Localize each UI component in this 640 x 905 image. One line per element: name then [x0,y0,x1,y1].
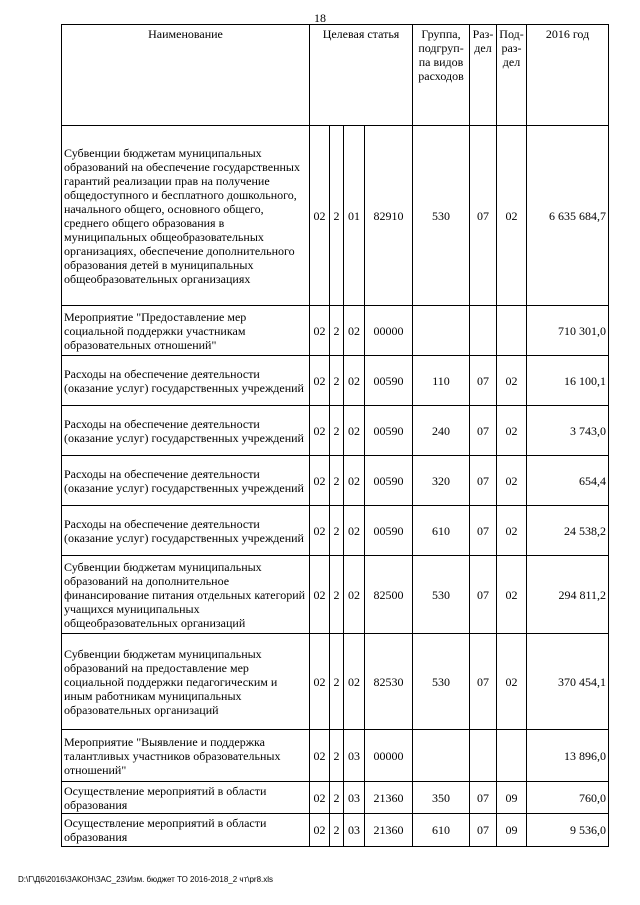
row-target-event: 02 [344,456,365,506]
table-row [62,306,609,356]
table-row [62,782,609,814]
row-target-event: 03 [344,782,365,814]
row-section [470,306,497,356]
row-target-program: 02 [310,306,330,356]
row-target-subprogram: 2 [330,634,344,730]
row-target-direction: 00590 [365,506,413,556]
row-subsection: 02 [497,406,527,456]
row-amount: 13 896,0 [527,730,609,782]
row-target-direction: 82910 [365,126,413,306]
row-target-program: 02 [310,556,330,634]
row-target-subprogram: 2 [330,306,344,356]
row-subsection: 02 [497,556,527,634]
row-name: Расходы на обеспечение деятельности (оказание услуг) государственных учреждений [62,356,310,406]
row-target-subprogram: 2 [330,730,344,782]
row-expense-group: 610 [413,506,470,556]
row-target-event: 02 [344,506,365,556]
row-target-event: 02 [344,356,365,406]
header-expense-group: Группа, подгруп- па видов расходов [413,25,470,126]
row-amount: 6 635 684,7 [527,126,609,306]
row-section: 07 [470,126,497,306]
row-subsection: 02 [497,506,527,556]
row-target-program: 02 [310,456,330,506]
table-row [62,456,609,506]
table-body [62,126,609,847]
row-expense-group: 240 [413,406,470,456]
header-subsection: Под- раз- дел [497,25,527,126]
table-row [62,506,609,556]
row-target-subprogram: 2 [330,556,344,634]
row-expense-group: 320 [413,456,470,506]
table-row [62,730,609,782]
row-target-direction: 00000 [365,730,413,782]
header-row [62,25,609,126]
row-target-subprogram: 2 [330,506,344,556]
row-section: 07 [470,356,497,406]
row-target-subprogram: 2 [330,456,344,506]
row-target-program: 02 [310,506,330,556]
row-subsection: 02 [497,634,527,730]
row-subsection [497,306,527,356]
row-expense-group: 610 [413,814,470,847]
row-subsection: 09 [497,814,527,847]
table-row [62,126,609,306]
header-name: Наименование [62,25,310,126]
row-name: Мероприятие "Предоставление мер социальной поддержки участникам образовательных отношений" [62,306,310,356]
row-target-direction: 00590 [365,406,413,456]
row-expense-group: 530 [413,634,470,730]
row-name: Расходы на обеспечение деятельности (оказание услуг) государственных учреждений [62,406,310,456]
row-section [470,730,497,782]
row-target-direction: 82530 [365,634,413,730]
row-name: Расходы на обеспечение деятельности (оказание услуг) государственных учреждений [62,456,310,506]
row-target-program: 02 [310,782,330,814]
row-amount: 3 743,0 [527,406,609,456]
budget-table [61,24,609,847]
row-name: Расходы на обеспечение деятельности (оказание услуг) государственных учреждений [62,506,310,556]
row-target-event: 03 [344,814,365,847]
row-target-program: 02 [310,126,330,306]
row-target-direction: 00590 [365,356,413,406]
row-target-direction: 21360 [365,782,413,814]
row-expense-group [413,730,470,782]
row-expense-group: 350 [413,782,470,814]
row-amount: 294 811,2 [527,556,609,634]
row-subsection: 02 [497,456,527,506]
row-name: Субвенции бюджетам муниципальных образований на обеспечение государственных гарантий реализации прав на получение общедоступного и бесплатного дошкольного, начального общего, основного общего, среднего общего образования в муниципальных общеобразовательных организациях, обеспечение дополнительного образования детей в муниципальных общеобразовательных организациях [62,126,310,306]
row-expense-group: 110 [413,356,470,406]
row-section: 07 [470,406,497,456]
row-target-event: 02 [344,306,365,356]
row-section: 07 [470,506,497,556]
row-name: Осуществление мероприятий в области образования [62,814,310,847]
table-row [62,356,609,406]
row-target-direction: 21360 [365,814,413,847]
row-target-program: 02 [310,406,330,456]
row-subsection [497,730,527,782]
row-name: Мероприятие "Выявление и поддержка талантливых участников образовательных отношений" [62,730,310,782]
row-section: 07 [470,634,497,730]
table-row [62,406,609,456]
row-amount: 9 536,0 [527,814,609,847]
row-name: Осуществление мероприятий в области образования [62,782,310,814]
row-section: 07 [470,556,497,634]
header-year: 2016 год [527,25,609,126]
row-amount: 654,4 [527,456,609,506]
row-target-subprogram: 2 [330,356,344,406]
row-amount: 370 454,1 [527,634,609,730]
row-expense-group [413,306,470,356]
table-row [62,814,609,847]
row-name: Субвенции бюджетам муниципальных образований на дополнительное финансирование питания отдельных категорий учащихся муниципальных общеобразовательных организаций [62,556,310,634]
row-target-event: 02 [344,556,365,634]
row-section: 07 [470,456,497,506]
row-target-event: 01 [344,126,365,306]
row-amount: 760,0 [527,782,609,814]
row-target-direction: 82500 [365,556,413,634]
row-target-program: 02 [310,814,330,847]
page-number: 18 [314,11,326,25]
row-amount: 16 100,1 [527,356,609,406]
table-row [62,634,609,730]
row-target-subprogram: 2 [330,782,344,814]
row-target-program: 02 [310,634,330,730]
row-amount: 24 538,2 [527,506,609,556]
row-target-program: 02 [310,730,330,782]
row-target-subprogram: 2 [330,814,344,847]
row-subsection: 09 [497,782,527,814]
row-target-direction: 00590 [365,456,413,506]
row-target-subprogram: 2 [330,406,344,456]
row-subsection: 02 [497,126,527,306]
header-target-article: Целевая статья [310,25,413,126]
row-expense-group: 530 [413,126,470,306]
row-subsection: 02 [497,356,527,406]
row-target-direction: 00000 [365,306,413,356]
row-target-subprogram: 2 [330,126,344,306]
row-target-event: 02 [344,406,365,456]
row-section: 07 [470,814,497,847]
row-amount: 710 301,0 [527,306,609,356]
table-row [62,556,609,634]
row-target-program: 02 [310,356,330,406]
row-name: Субвенции бюджетам муниципальных образований на предоставление мер социальной поддержки педагогическим и иным работникам муниципальных образовательных организаций [62,634,310,730]
row-target-event: 03 [344,730,365,782]
header-section: Раз- дел [470,25,497,126]
row-target-event: 02 [344,634,365,730]
row-expense-group: 530 [413,556,470,634]
file-path-footer: D:\Г\Д6\2016\ЗАКОН\ЗАС_23\Изм. бюджет ТО 2016-2018_2 чт\pr8.xls [18,875,274,884]
row-section: 07 [470,782,497,814]
